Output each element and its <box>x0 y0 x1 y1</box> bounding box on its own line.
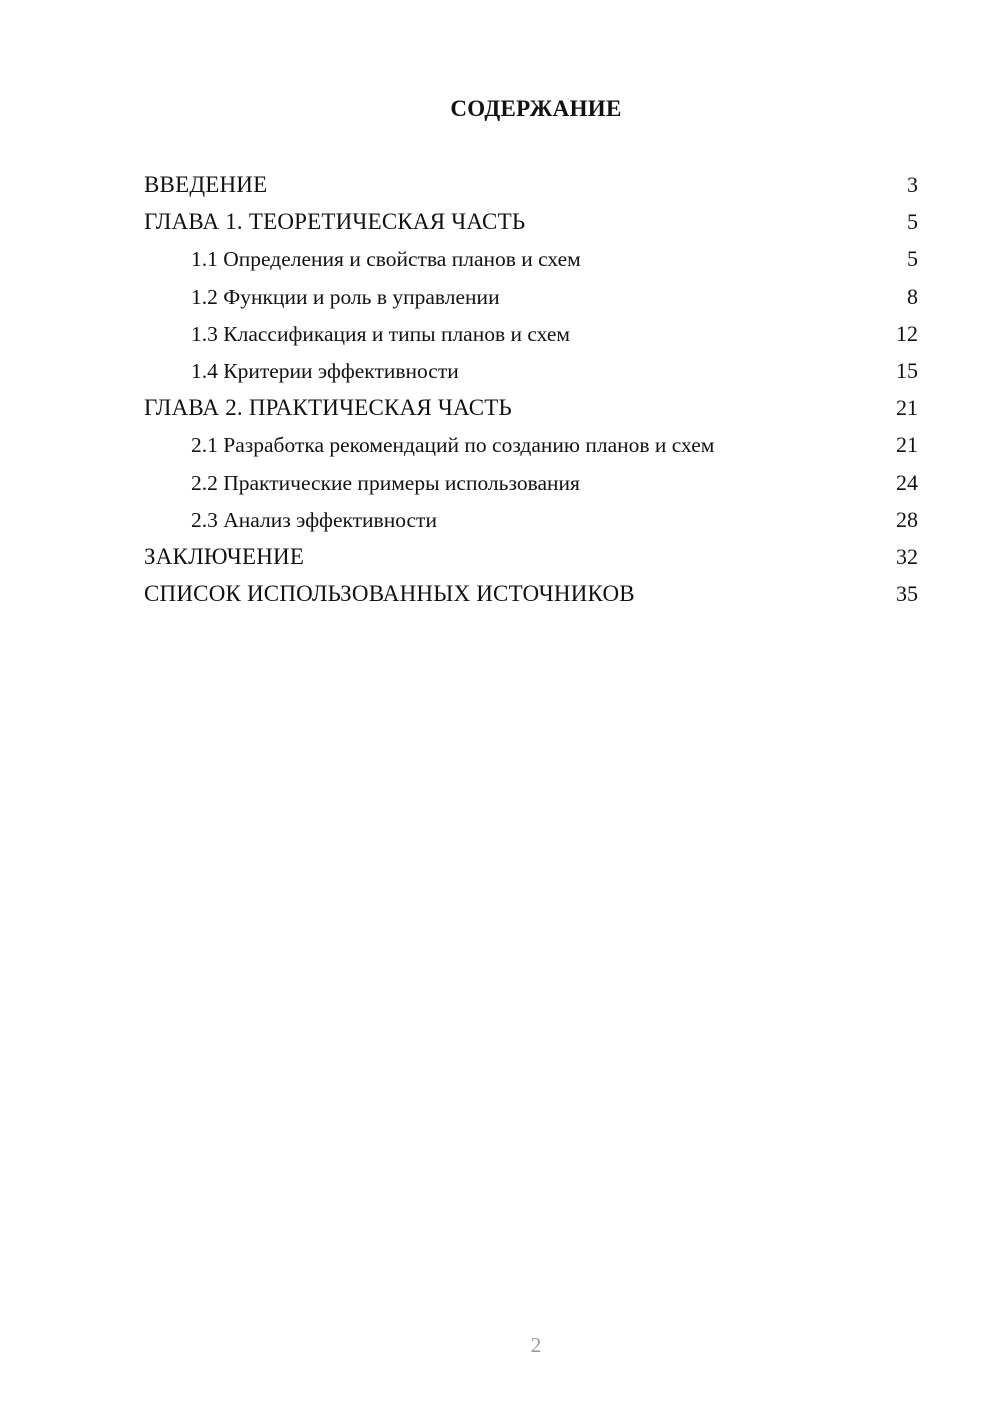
toc-entry <box>144 538 918 575</box>
toc-entry-label: 1.1 Определения и свойства планов и схем <box>191 247 581 272</box>
toc-entry <box>144 240 918 277</box>
toc-entry-page: 21 <box>896 432 918 458</box>
toc-entry-page: 12 <box>896 320 918 346</box>
toc-entry <box>144 278 918 315</box>
toc-entry <box>144 426 918 463</box>
toc-entry-page: 32 <box>896 543 918 569</box>
toc-entry-label: 2.2 Практические примеры использования <box>191 470 580 495</box>
toc-entry-label: 2.3 Анализ эффективности <box>191 507 437 532</box>
toc-entry <box>144 315 918 352</box>
toc-entry <box>144 389 918 426</box>
toc-entry <box>144 352 918 389</box>
toc-entry <box>144 464 918 501</box>
toc-entry <box>144 501 918 538</box>
toc-entry-page: 5 <box>907 246 918 272</box>
toc-entry-label: ВВЕДЕНИЕ <box>144 172 268 197</box>
toc-entry-label: 1.3 Классификация и типы планов и схем <box>191 321 571 346</box>
toc-entry-label: ЗАКЛЮЧЕНИЕ <box>144 543 305 569</box>
toc-entry <box>144 203 918 240</box>
toc-entry-label: ГЛАВА 1. ТЕОРЕТИЧЕСКАЯ ЧАСТЬ <box>144 209 526 235</box>
toc-entry-page: 3 <box>907 172 918 197</box>
toc-entry-label: 1.2 Функции и роль в управлении <box>191 284 500 309</box>
toc-entry-page: 35 <box>896 581 918 607</box>
toc-entry-label: СПИСОК ИСПОЛЬЗОВАННЫХ ИСТОЧНИКОВ <box>144 581 635 607</box>
toc-entry-page: 8 <box>907 283 918 309</box>
toc-entry <box>144 575 918 612</box>
toc-entry-label: ГЛАВА 2. ПРАКТИЧЕСКАЯ ЧАСТЬ <box>144 395 512 421</box>
page-number: 2 <box>530 1333 542 1357</box>
toc-entry-page: 15 <box>896 357 918 383</box>
toc-entry-page: 28 <box>896 506 918 532</box>
toc-entry-label: 2.1 Разработка рекомендаций по созданию планов и схем <box>191 433 715 458</box>
page-title: СОДЕРЖАНИЕ <box>450 96 622 121</box>
table-of-contents <box>144 166 918 612</box>
toc-entry <box>144 166 918 203</box>
toc-entry-page: 21 <box>896 395 918 421</box>
toc-entry-page: 24 <box>896 469 918 495</box>
toc-entry-label: 1.4 Критерии эффективности <box>191 358 459 383</box>
toc-entry-page: 5 <box>907 209 918 235</box>
